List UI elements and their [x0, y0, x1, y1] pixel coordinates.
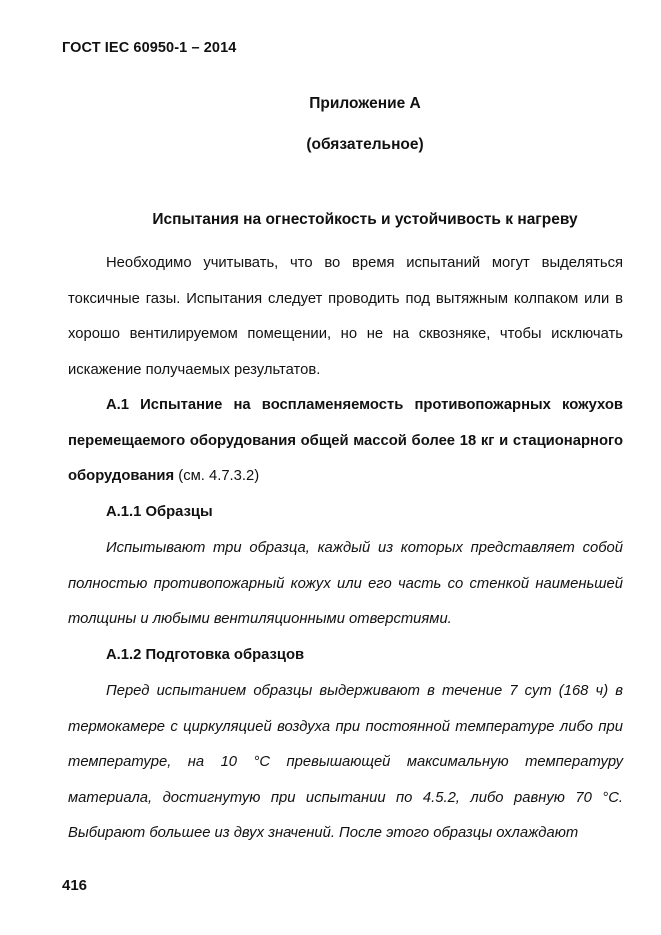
section-a1-2-paragraph: Перед испытанием образцы выдерживают в течение 7 сут (168 ч) в термокамере с циркуляцией воздуха при постоянной температуре либо при температуре, на 10 °С превышающей максимальную температуру материала, достигнутую при испытании по 4.5.2, либо равную 70 °С. Выбирают большее из двух значений. После этого образцы охлаждают — [68, 683, 623, 842]
section-a1-heading-text: А.1 Испытание на воспламеняемость противопожарных кожухов перемещаемого оборудования общей массой более 18 кг и стационарного оборудования — [68, 397, 623, 485]
section-title: Испытания на огнестойкость и устойчивость к нагреву — [152, 211, 578, 228]
document-header: ГОСТ IEC 60950-1 – 2014 — [62, 40, 237, 56]
section-a1-2-heading: А.1.2 Подготовка образцов — [106, 647, 305, 663]
section-a1-1-paragraph: Испытывают три образца, каждый из которых представляет собой полностью противопожарный кожух или его часть со стенкой наименьшей толщины и любыми вентиляционными отверстиями. — [68, 540, 623, 628]
appendix-title: Приложение А — [309, 95, 421, 112]
intro-paragraph: Необходимо учитывать, что во время испытаний могут выделяться токсичные газы. Испытания следует проводить под вытяжным колпаком или в хорошо вентилируемом помещении, но не на сквозняке, чтобы исключать искажение получаемых результатов. — [68, 255, 623, 378]
section-a1-1-heading: А.1.1 Образцы — [106, 504, 213, 520]
section-a1-heading — [68, 388, 623, 495]
page-number: 416 — [62, 877, 88, 894]
section-a1-reference: (см. 4.7.3.2) — [174, 468, 260, 485]
appendix-status: (обязательное) — [306, 136, 424, 153]
